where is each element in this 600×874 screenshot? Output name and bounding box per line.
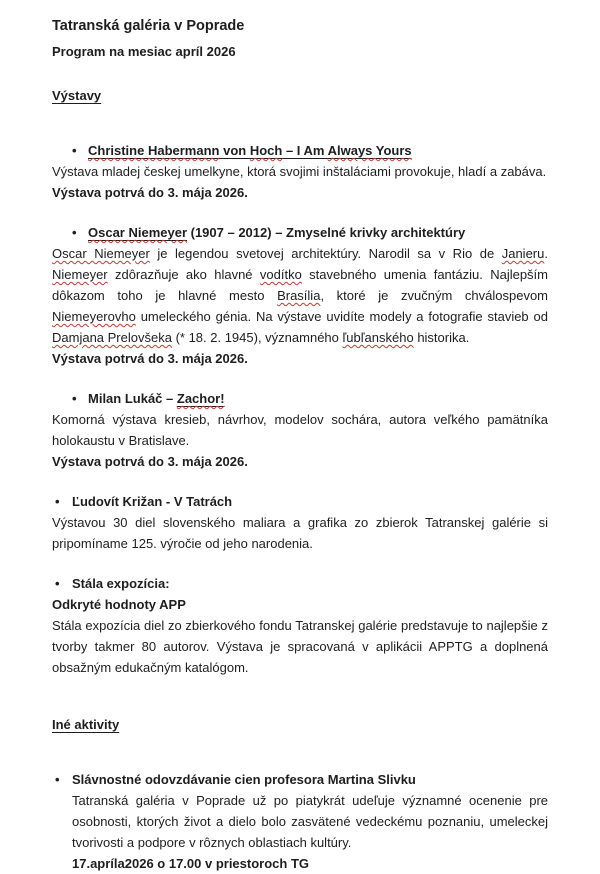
item-body	[72, 790, 548, 853]
text-segment: Niemeyer	[52, 267, 108, 282]
text-segment: Milan Lukáč –	[88, 391, 177, 406]
bullet-row	[52, 573, 548, 594]
bullet-icon: •	[55, 772, 60, 787]
item-title	[88, 140, 548, 161]
text-segment: Janieru	[501, 246, 545, 261]
item-body	[52, 615, 548, 678]
text-segment	[328, 143, 412, 158]
text-segment: , ktoré je zvučným chválospevom	[320, 288, 549, 303]
section-heading: Iné aktivity	[52, 717, 120, 732]
text-segment: Ľudovít Križan - V Tatrách	[72, 494, 233, 509]
text-segment: vodítko	[259, 267, 302, 282]
item-body	[52, 161, 548, 182]
list-item	[52, 222, 548, 369]
text-segment: Výstavou 30 diel slovenského maliara a grafika zo zbierok Tatranskej galérie si pripomíname 125. výročie od jeho narodenia.	[52, 515, 548, 551]
text-segment: .	[544, 246, 548, 261]
bullet-icon: •	[72, 225, 77, 240]
item-subtitle: Odkryté hodnoty APP	[52, 597, 186, 612]
text-segment: Tatranská galéria v Poprade už po piatykrát udeľuje významné ocenenie pre osobnosti, ktorých život a dielo bolo zasvätené vedeckému poznaniu, umeleckej tvorivosti a podpore v rôznych oblastiach kultúry.	[72, 793, 548, 850]
list-item	[52, 573, 548, 678]
text-segment	[88, 143, 219, 158]
text-segment: Oscar Niemeyer	[88, 225, 188, 240]
bullet-row	[52, 491, 548, 512]
text-segment: Christine Habermann	[88, 143, 220, 158]
text-segment	[88, 225, 187, 240]
bullet-row	[52, 222, 548, 243]
item-title	[72, 491, 548, 512]
bullet-row	[52, 140, 548, 161]
sections-container	[52, 61, 548, 874]
list-item	[52, 491, 548, 554]
text-segment: umeleckého génia. Na výstave uvidíte modely a fotografie stavieb od	[135, 309, 548, 324]
text-segment: Hoch	[249, 143, 283, 158]
item-note: Výstava potrvá do 3. mája 2026.	[52, 351, 248, 366]
item-body	[52, 243, 548, 348]
text-segment: historika.	[413, 330, 470, 345]
text-segment: stavebného umenia fantáziu. Najlepším dôkazom toho je hlavné mesto	[52, 267, 549, 303]
text-segment: Komorná výstava kresieb, návrhov, modelov sochára, autora veľkého pamätníka holokaustu v Bratislave.	[52, 412, 548, 448]
text-segment: Výstava mladej českej umelkyne, ktorá svojimi inštaláciami provokuje, hladí a zabáva.	[52, 164, 547, 179]
item-note: 17.apríla2026 o 17.00 v priestoroch TG	[72, 856, 310, 871]
section-items	[52, 769, 548, 874]
text-segment: – I Am	[282, 143, 328, 158]
text-segment: zdôrazňuje ako hlavné	[107, 267, 260, 282]
item-body	[52, 409, 548, 451]
text-segment: (* 18. 2. 1945), významného	[171, 330, 343, 345]
list-item	[52, 388, 548, 472]
list-item	[52, 140, 548, 203]
text-segment: Always Yours	[327, 143, 412, 158]
bullet-row	[52, 388, 548, 409]
bullet-row	[52, 769, 548, 790]
text-segment: (1907 – 2012) – Zmyselné krivky architektúry	[187, 225, 466, 240]
bullet-icon: •	[55, 576, 60, 591]
section-items	[52, 140, 548, 678]
page-title: Tatranská galéria v Poprade	[52, 18, 245, 34]
text-segment: Slávnostné odovzdávanie cien profesora Martina Slivku	[72, 772, 416, 787]
bullet-icon: •	[72, 143, 77, 158]
list-item	[52, 769, 548, 874]
text-segment: Stála expozícia diel zo zbierkového fondu Tatranskej galérie predstavuje to najlepšie z tvorby takmer 80 autorov. Výstava je spracovaná v aplikácii APPTG a doplnená obsažným edukačným katalógom.	[52, 618, 548, 675]
bullet-icon: •	[55, 494, 60, 509]
item-title	[88, 388, 548, 409]
section	[52, 690, 548, 874]
text-segment: Zachor!	[176, 391, 225, 406]
item-title	[72, 769, 548, 790]
text-segment: Niemeyerovho	[52, 309, 136, 324]
text-segment: Damjana Prelovšeka	[52, 330, 172, 345]
item-body	[52, 512, 548, 554]
bullet-icon: •	[72, 391, 77, 406]
page-subtitle: Program na mesiac apríl 2026	[52, 44, 236, 59]
item-title	[88, 222, 548, 243]
section-heading: Výstavy	[52, 88, 102, 103]
text-segment: ľubľanského	[342, 330, 414, 345]
item-note: Výstava potrvá do 3. mája 2026.	[52, 185, 248, 200]
text-segment: Oscar Niemeyer	[52, 246, 150, 261]
text-segment: von	[219, 143, 250, 158]
text-segment	[177, 391, 225, 406]
text-segment: Stála expozícia:	[72, 576, 170, 591]
item-note: Výstava potrvá do 3. mája 2026.	[52, 454, 248, 469]
item-title	[72, 573, 548, 594]
text-segment: je legendou svetovej architektúry. Narodil sa v Rio de	[149, 246, 502, 261]
text-segment: Brasília	[277, 288, 321, 303]
section	[52, 61, 548, 678]
text-segment	[250, 143, 283, 158]
